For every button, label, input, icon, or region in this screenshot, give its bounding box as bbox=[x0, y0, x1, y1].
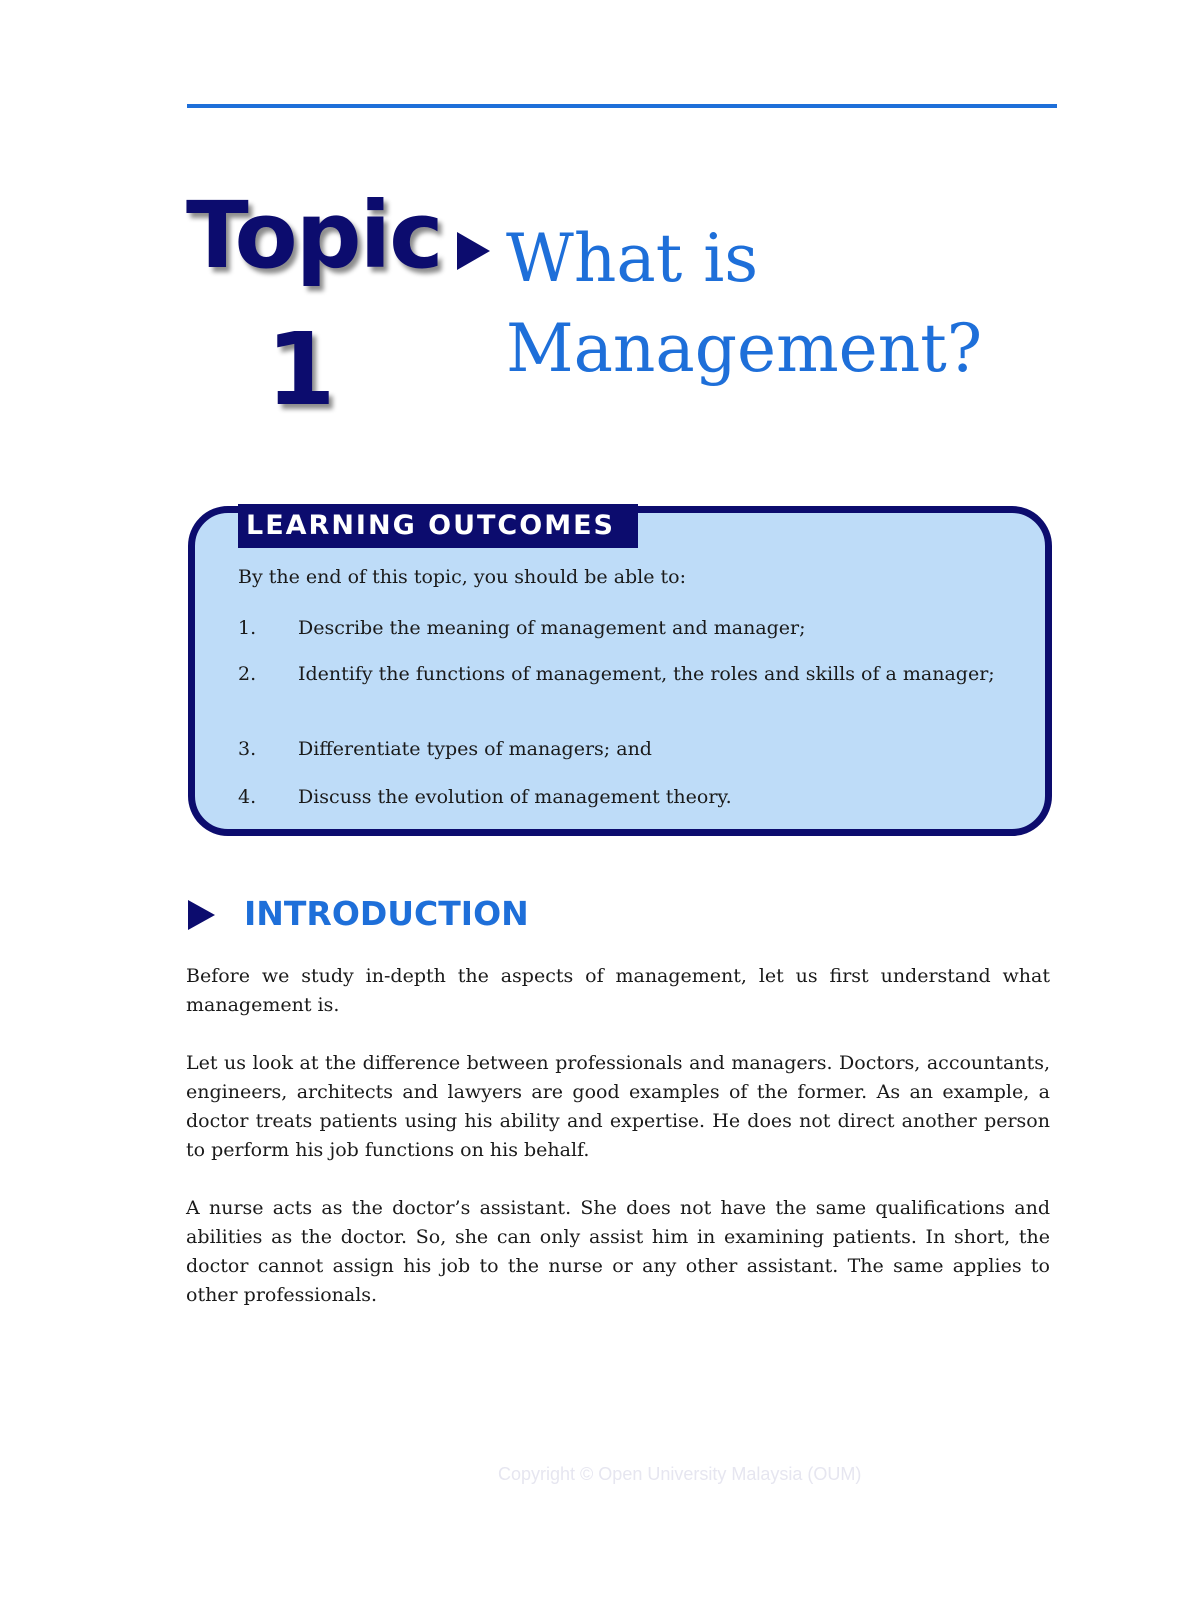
learning-outcomes-intro: By the end of this topic, you should be able to: bbox=[238, 566, 687, 588]
outcome-text: Describe the meaning of management and manager; bbox=[298, 617, 806, 639]
topic-word: Topic bbox=[186, 182, 442, 289]
intro-paragraph: Before we study in-depth the aspects of management, let us first understand what management is. bbox=[186, 965, 1050, 1016]
outcome-item bbox=[238, 735, 1014, 764]
top-rule bbox=[187, 104, 1057, 108]
outcome-item bbox=[238, 660, 1014, 689]
intro-paragraph: A nurse acts as the doctor’s assistant. She does not have the same qualifications and abilities as the doctor. So, she can only assist him in examining patients. In short, the doctor cannot assign his job to the nurse or any other assistant. The same applies to other professionals. bbox=[186, 1197, 1050, 1306]
topic-number: 1 bbox=[266, 311, 336, 428]
outcome-number: 2. bbox=[238, 663, 257, 685]
page-title: What is Management? bbox=[506, 220, 983, 387]
learning-outcomes-label: LEARNING OUTCOMES bbox=[238, 504, 638, 548]
outcome-text: Differentiate types of managers; and bbox=[298, 738, 652, 760]
section-arrow-icon bbox=[188, 900, 215, 930]
outcome-number: 4. bbox=[238, 786, 257, 808]
outcome-text: Identify the functions of management, the roles and skills of a manager; bbox=[298, 663, 995, 685]
introduction-heading: INTRODUCTION bbox=[244, 894, 529, 933]
outcome-item bbox=[238, 614, 1014, 643]
intro-paragraph: Let us look at the difference between professionals and managers. Doctors, accountants, engineers, architects and lawyers are good examples of the former. As an example, a doctor treats patients using his ability and expertise. He does not direct another person to perform his job functions on his behalf. bbox=[186, 1052, 1050, 1161]
outcome-number: 1. bbox=[238, 617, 257, 639]
outcome-text: Discuss the evolution of management theory. bbox=[298, 786, 732, 808]
outcome-number: 3. bbox=[238, 738, 257, 760]
outcome-item bbox=[238, 783, 1014, 812]
copyright-watermark: Copyright © Open University Malaysia (OUM) bbox=[498, 1464, 862, 1484]
title-arrow-icon bbox=[457, 232, 490, 270]
